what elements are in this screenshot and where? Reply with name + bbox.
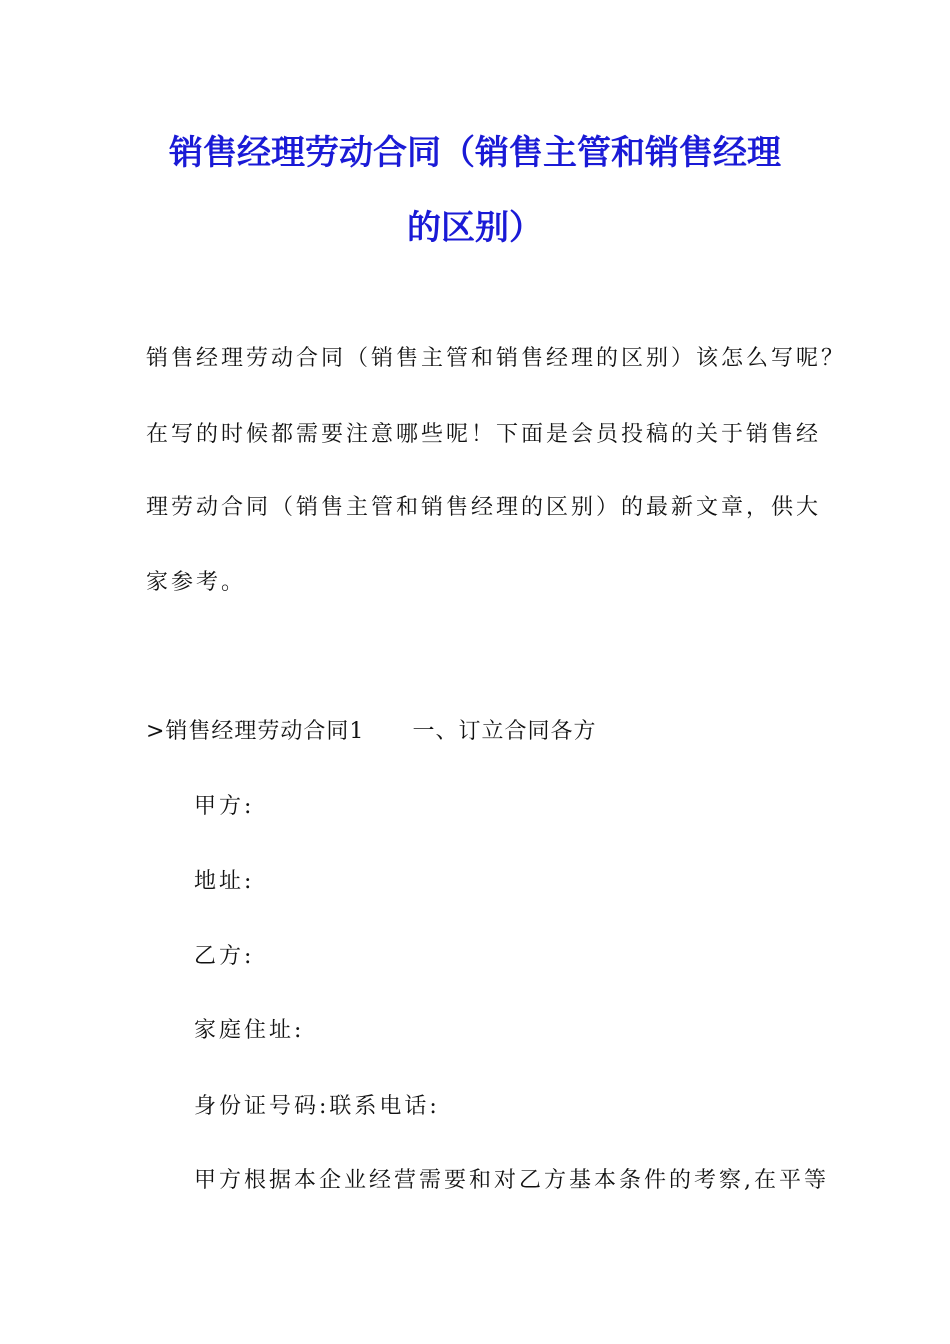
id-phone-field: 身份证号码:联系电话: <box>194 1094 440 1119</box>
section-heading-line <box>146 718 596 746</box>
home-address-field: 家庭住址: <box>194 1018 305 1043</box>
document-title-line-2: 的区别） <box>407 208 543 248</box>
section-heading: 一、订立合同各方 <box>412 719 597 744</box>
intro-paragraph-line: 在写的时候都需要注意哪些呢！下面是会员投稿的关于销售经 <box>146 422 822 447</box>
party-b-field: 乙方: <box>194 944 255 969</box>
document-title-line-1: 销售经理劳动合同（销售主管和销售经理 <box>169 133 781 173</box>
intro-paragraph-line: 家参考。 <box>146 570 247 595</box>
intro-paragraph-line: 理劳动合同（销售主管和销售经理的区别）的最新文章，供大 <box>146 495 822 520</box>
party-a-field: 甲方: <box>194 794 255 819</box>
address-field: 地址: <box>194 869 255 894</box>
intro-paragraph-line: 销售经理劳动合同（销售主管和销售经理的区别）该怎么写呢？ <box>146 346 847 371</box>
section-link[interactable]: >销售经理劳动合同1 <box>146 719 365 744</box>
contract-body-line: 甲方根据本企业经营需要和对乙方基本条件的考察,在平等 <box>194 1168 829 1193</box>
